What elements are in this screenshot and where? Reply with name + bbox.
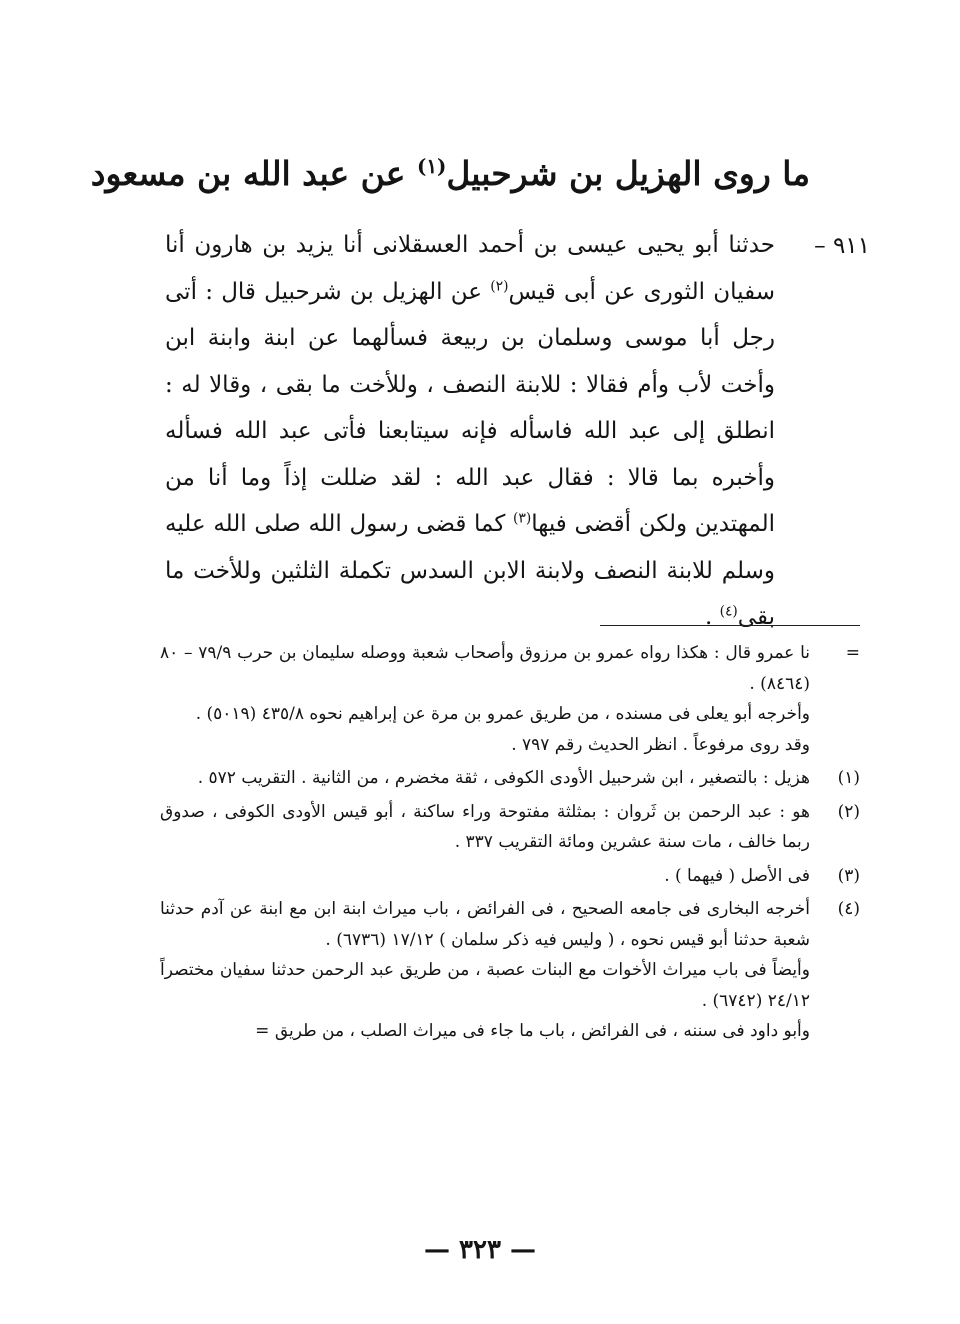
title-text-rest: عن عبد الله بن مسعود	[90, 154, 417, 194]
footnote-marker: (٣)	[837, 865, 860, 886]
footnote-marker: (٢)	[837, 801, 860, 822]
footnote-line: وأبو داود فى سننه ، فى الفرائض ، باب ما جاء فى ميراث الصلب ، من طريق =	[255, 1021, 810, 1041]
footnote-line: أخرجه البخارى فى جامعه الصحيح ، فى الفرائض ، باب ميراث ابنة ابن مع ابنة عن آدم حدثنا شعبة حدثنا أبو قيس نحوه ، ( وليس فيه ذكر سلمان ) ١٧/١٢ (٦٧٣٦) .	[160, 899, 810, 950]
footnote-line: وأخرجه أبو يعلى فى مسنده ، من طريق عمرو بن مرة عن إبراهيم نحوه ٤٣٥/٨ (٥٠١٩) .	[195, 704, 810, 724]
footnote-ref-4: (٤)	[719, 603, 738, 620]
footnote-4	[160, 894, 860, 1047]
page-title	[90, 144, 810, 204]
hadith-text-part-3: كما قضى رسول الله صلى الله عليه وسلم للابنة النصف ولابنة الابن السدس تكملة الثلثين وللأخت ما بقى	[165, 511, 775, 630]
footnote-divider	[600, 625, 860, 626]
hadith-text-part-1: حدثنا أبو يحيى عيسى بن أحمد العسقلانى أنا يزيد بن هارون أنا سفيان الثورى عن أبى قيس	[165, 232, 775, 305]
footnote-ref-2: (٢)	[490, 277, 509, 294]
hadith-text-part-4: .	[704, 604, 720, 630]
footnote-line: نا عمرو قال : هكذا رواه عمرو بن مرزوق وأصحاب شعبة ووصله سليمان بن حرب ٧٩/٩ – ٨٠ (٨٤٦٤) .	[160, 643, 810, 694]
footnote-text: فى الأصل ( فيهما ) .	[664, 865, 810, 886]
footnote-marker: (١)	[837, 768, 860, 788]
footnote-line: وأيضاً فى باب ميراث الأخوات مع البنات عصبة ، من طريق عبد الرحمن حدثنا سفيان مختصراً ٢٤/١٢ (٦٧٤٢) .	[160, 960, 810, 1011]
footnote-3	[160, 861, 860, 892]
footnotes-section	[160, 638, 860, 1050]
hadith-number: ٩١١ –	[814, 233, 870, 259]
footnote-2	[160, 797, 860, 858]
footnote-1	[160, 763, 860, 794]
title-text: ما روى الهزيل بن شرحبيل	[446, 154, 810, 194]
footnote-text: هو : عبد الرحمن بن ثَروان : بمثلثة مفتوحة وراء ساكنة ، أبو قيس الأودى الكوفى ، صدوق ربما خالف ، مات سنة عشرين ومائة التقريب ٣٣٧ .	[160, 801, 810, 852]
footnote-marker: (٤)	[837, 899, 860, 919]
footnote-text: هزيل : بالتصغير ، ابن شرحبيل الأودى الكوفى ، ثقة مخضرم ، من الثانية . التقريب ٥٧٢ .	[197, 768, 810, 788]
footnote-line: وقد روى مرفوعاً . انظر الحديث رقم ٧٩٧ .	[511, 734, 810, 755]
footnote-marker: =	[845, 643, 860, 663]
hadith-text	[165, 222, 775, 641]
page-number: — ٣٢٣ —	[423, 1235, 537, 1265]
footnote-continuation	[160, 638, 860, 760]
hadith-text-part-2: عن الهزيل بن شرحبيل قال : أتى رجل أبا موسى وسلمان بن ربيعة فسألهما عن ابنة وابنة ابن وأخت لأب وأم فقالا : للابنة النصف ، وللأخت ما بقى ، وقالا له : انطلق إلى عبد الله فاسأله فإنه سيتابعنا فأتى عبد الله فسأله وأخبره بما قالا : فقال عبد الله : لقد ضللت إذاً وما أنا من المهتدين ولكن أقضى فيها	[165, 278, 776, 537]
footnote-ref-3: (٣)	[513, 510, 532, 527]
footnote-ref-1: (١)	[416, 154, 447, 179]
